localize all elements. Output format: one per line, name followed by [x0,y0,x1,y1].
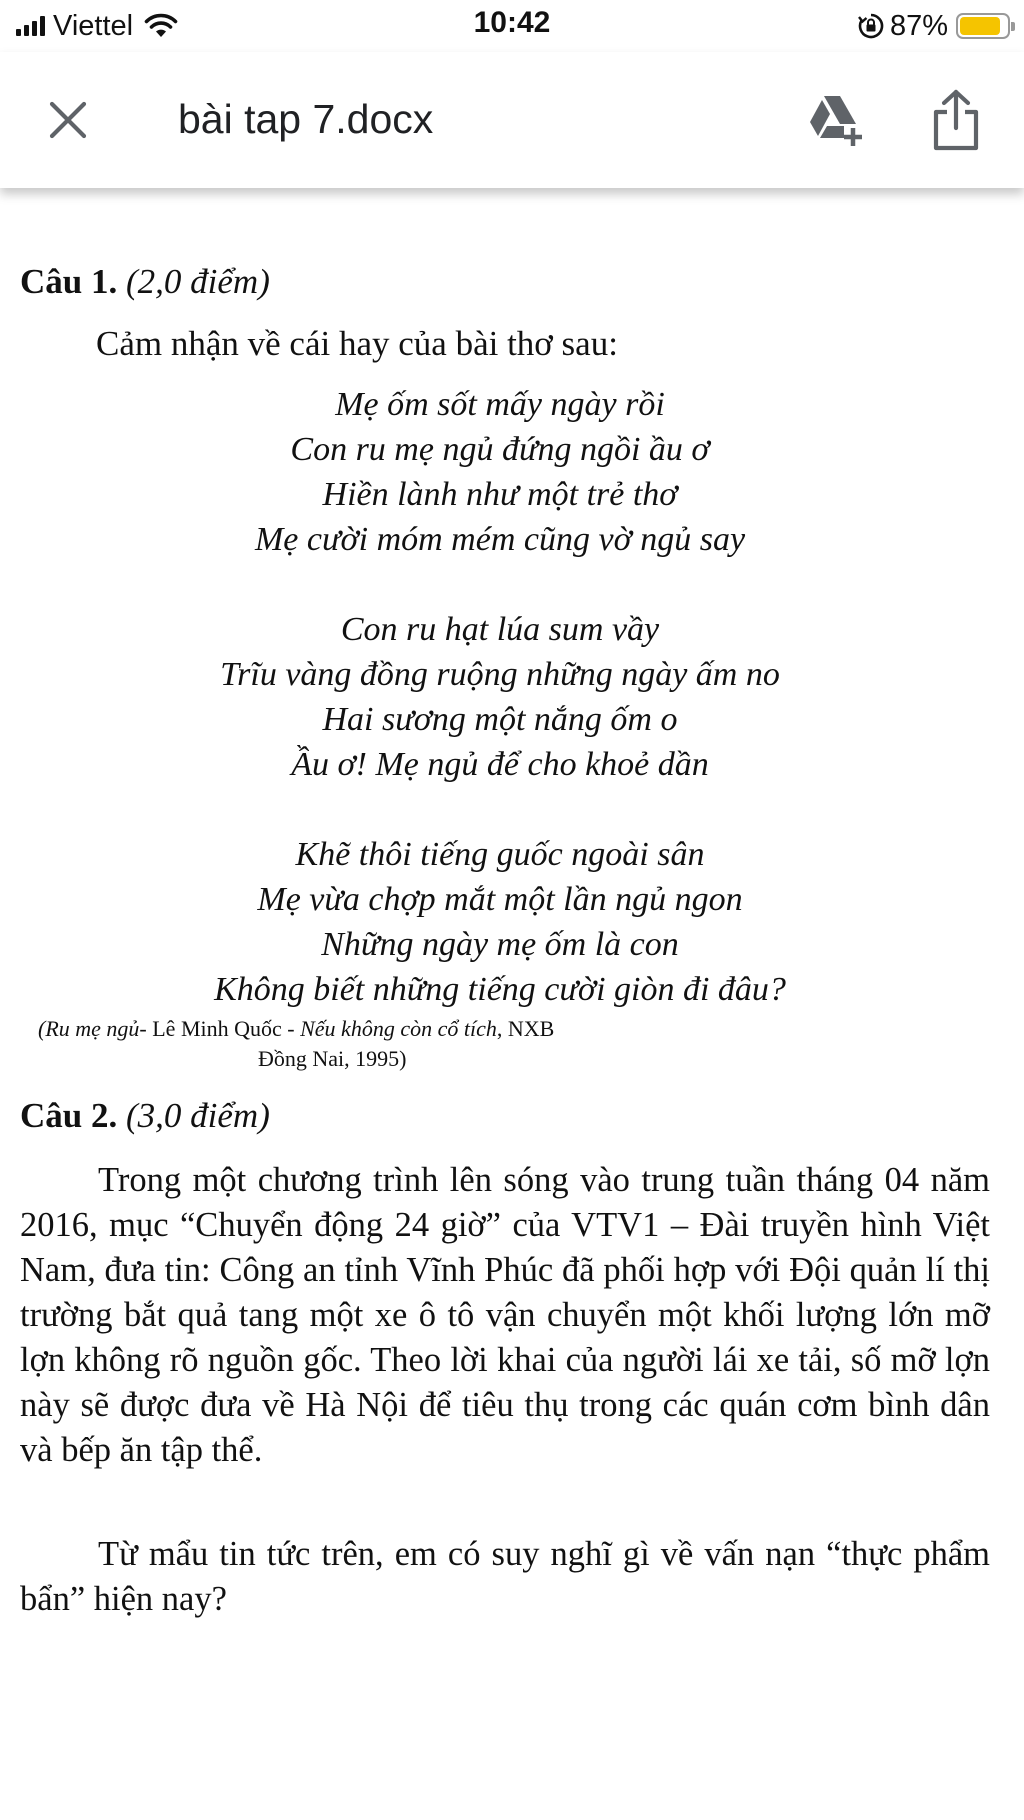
poem-line: Khẽ thôi tiếng guốc ngoài sân [295,836,705,873]
poem-line: Con ru mẹ ngủ đứng ngồi ầu ơ [290,431,710,468]
poem-line: Hai sương một nắng ốm o [322,701,678,738]
question-2-prompt: Từ mẩu tin tức trên, em có suy nghĩ gì về vấn nạn “thực phẩm bẩn” hiện nay? [20,1535,990,1618]
question-1-points: (2,0 điểm) [126,262,270,301]
source-poem-title: (Ru mẹ ngủ [38,1016,140,1041]
question-1-heading [20,262,270,302]
share-icon [930,88,982,152]
question-2-label: Câu 2. [20,1096,118,1135]
poem-line: Hiền lành như một trẻ thơ [322,476,678,513]
poem-line: Trĩu vàng đồng ruộng những ngày ấm no [220,656,780,693]
battery-icon [956,13,1010,39]
poem-line: Không biết những tiếng cười giòn đi đâu? [214,971,786,1008]
source-book: Nếu không còn cổ tích [300,1016,497,1041]
poem-line: Mẹ vừa chợp mắt một lần ngủ ngon [257,881,743,918]
rotation-lock-icon [858,13,884,39]
status-bar [0,0,1024,52]
poem-line: Những ngày mẹ ốm là con [321,926,679,963]
poem-line: Ầu ơ! Mẹ ngủ để cho khoẻ dần [291,746,709,783]
question-2-points: (3,0 điểm) [126,1096,270,1135]
question-2-paragraph: Trong một chương trình lên sóng vào trung tuần tháng 04 năm 2016, mục “Chuyển động 24 giờ” của VTV1 – Đài truyền hình Việt Nam, đưa tin: Công an tỉnh Vĩnh Phúc đã phối hợp với Đội quản lí thị trường bắt quả tang một xe ô tô vận chuyển một khối lượng lớn mỡ lợn không rõ nguồn gốc. Theo lời khai của người lái xe tải, số mỡ lợn này sẽ được đưa về Hà Nội để tiêu thụ trong các quán cơm bình dân và bếp ăn tập thể. [20,1161,990,1469]
poem-line: Con ru hạt lúa sum vầy [340,611,660,648]
share-button[interactable] [930,88,982,152]
status-right [858,8,1010,44]
drive-add-icon [806,92,866,148]
source-author: - Lê Minh Quốc - [139,1016,301,1041]
poem-line: Mẹ ốm sốt mấy ngày rồi [335,386,665,423]
close-icon [49,101,87,139]
battery-percent: 87% [889,9,948,42]
question-1-label: Câu 1. [20,262,118,301]
app-bar [0,52,1024,188]
poem-source-continued: Đồng Nai, 1995) [258,1046,407,1071]
add-to-drive-button[interactable] [806,92,866,148]
question-2-heading [20,1096,270,1136]
question-1-prompt: Cảm nhận về cái hay của bài thơ sau: [96,324,618,363]
carrier-name: Viettel [53,9,134,42]
close-button[interactable] [42,94,94,146]
poem-source [38,1016,554,1042]
status-time: 10:42 [473,6,551,39]
document-title: bài tap 7.docx [178,96,434,142]
battery-fill [960,17,1000,35]
source-publisher: , NXB [496,1016,555,1041]
poem-line: Mẹ cười móm mém cũng vờ ngủ say [254,521,746,558]
